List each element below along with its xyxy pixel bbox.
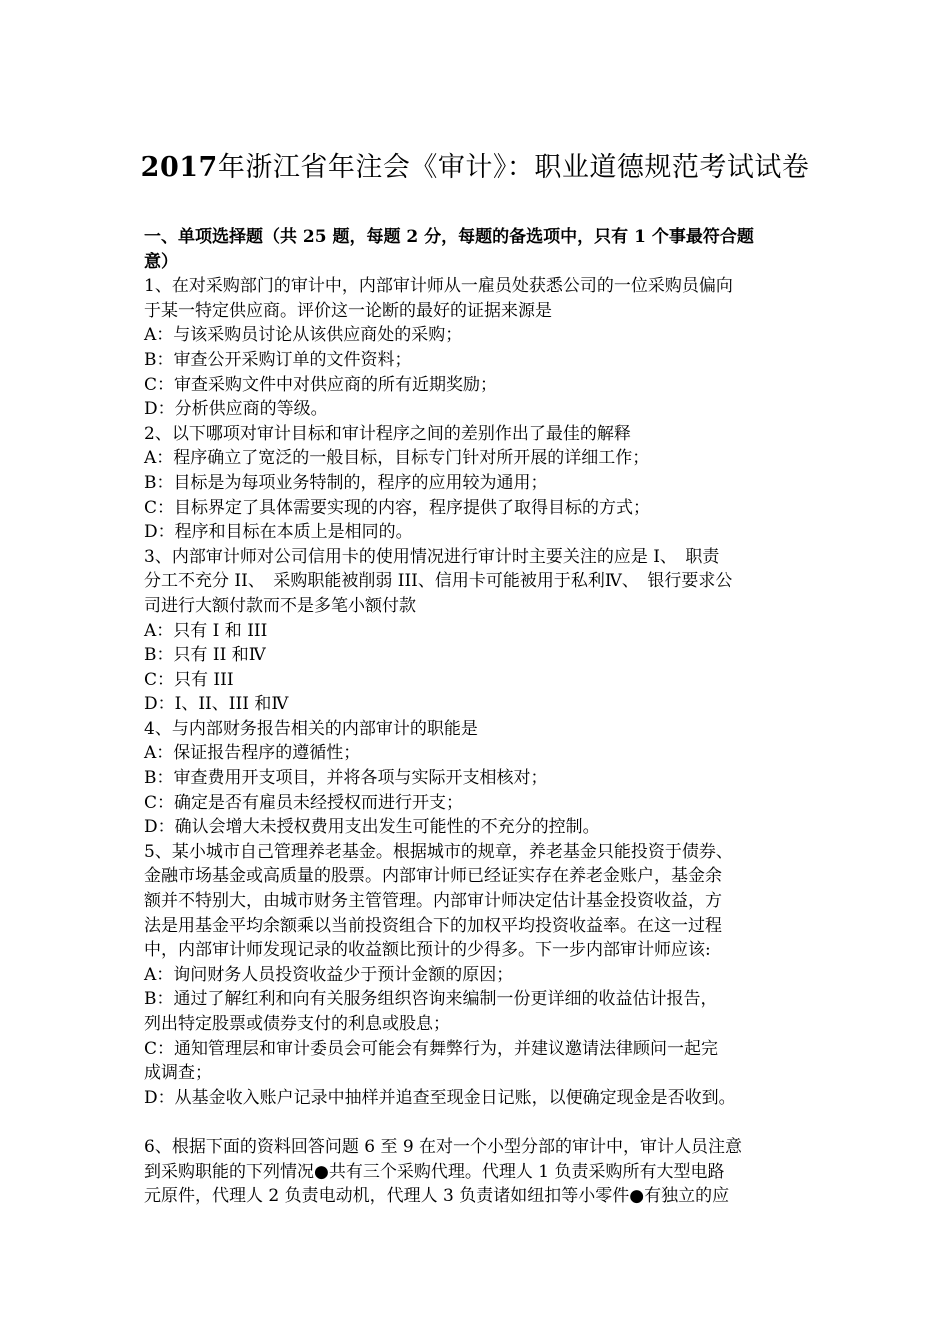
text-line: B：只有 II 和Ⅳ [144,645,266,666]
text-line: D：I、II、III 和Ⅳ [144,694,289,715]
text-line: 元原件，代理人 2 负责电动机，代理人 3 负责诸如纽扣等小零件●有独立的应 [144,1186,730,1207]
text-line: B：审查公开采购订单的文件资料； [144,349,412,370]
text-line: C：通知管理层和审计委员会可能会有舞弊行为，并建议邀请法律顾问一起完 [144,1038,719,1059]
text-line: B：通过了解红利和向有关服务组织咨询来编制一份更详细的收益估计报告， [144,989,718,1010]
text-line: 列出特定股票或债券支付的利息或股息； [144,1014,450,1034]
text-line: 4、与内部财务报告相关的内部审计的职能是 [144,718,478,739]
text-line: C：目标界定了具体需要实现的内容，程序提供了取得目标的方式； [144,497,651,518]
text-line: A：与该采购员讨论从该供应商处的采购； [144,325,463,346]
text-line: 金融市场基金或高质量的股票。内部审计师已经证实存在养老金账户，基金余 [144,866,722,887]
text-line: 额并不特别大，由城市财务主管管理。内部审计师决定估计基金投资收益，方 [144,891,722,912]
text-line: A：只有 I 和 III [144,620,268,641]
text-line: 到采购职能的下列情况●共有三个采购代理。代理人 1 负责采购所有大型电路 [144,1161,725,1182]
text-line: D：从基金收入账户记录中抽样并追查至现金日记账，以便确定现金是否收到。 [144,1087,736,1108]
text-line: 中，内部审计师发现记录的收益额比预计的少得多。下一步内部审计师应该: [144,940,711,961]
text-line: C：审查采购文件中对供应商的所有近期奖励； [144,374,498,395]
text-line: 意） [144,251,178,272]
text-line: 3、内部审计师对公司信用卡的使用情况进行审计时主要关注的应是 I、 职责 [144,546,720,567]
text-line: 于某一特定供应商。评价这一论断的最好的证据来源是 [144,300,552,321]
text-line: 2、以下哪项对审计目标和审计程序之间的差别作出了最佳的解释 [144,423,631,444]
text-line: 分工不充分 II、 采购职能被削弱 III、信用卡可能被用于私利Ⅳ、 银行要求公 [144,571,733,592]
text-line: D：分析供应商的等级。 [144,399,328,420]
text-line: 5、某小城市自己管理养老基金。根据城市的规章，养老基金只能投资于债券、 [144,841,733,862]
text-line: 6、根据下面的资料回答问题 6 至 9 在对一个小型分部的审计中，审计人员注意 [144,1136,743,1157]
text-line: C：确定是否有雇员未经授权而进行开支； [144,792,464,813]
text-line: A：程序确立了宽泛的一般目标，目标专门针对所开展的详细工作； [144,448,650,469]
text-line: 成调查； [144,1063,212,1084]
text-line: D：程序和目标在本质上是相同的。 [144,522,413,543]
text-line: A：保证报告程序的遵循性； [144,743,361,764]
text-line: B：目标是为每项业务特制的，程序的应用较为通用； [144,472,548,493]
text-line: B：审查费用开支项目，并将各项与实际开支相核对； [144,768,548,789]
text-line: C：只有 III [144,669,234,690]
title-year: 2017 [140,152,218,183]
document-body [144,225,816,1209]
blank-line [144,1110,816,1135]
text-line: 1、在对采购部门的审计中，内部审计师从一雇员处获悉公司的一位采购员偏向 [144,276,733,297]
text-line: 司进行大额付款而不是多笔小额付款 [144,595,416,616]
text-line: D：确认会增大未授权费用支出发生可能性的不充分的控制。 [144,817,600,838]
text-line: 一、单项选择题（共 25 题，每题 2 分，每题的备选项中，只有 1 个事最符合题 [144,227,754,247]
title-text: 年浙江省年注会《审计》：职业道德规范考试试卷 [217,152,810,183]
text-line: A：询问财务人员投资收益少于预计金额的原因； [144,964,514,985]
document-title [0,150,950,186]
text-line: 法是用基金平均余额乘以当前投资组合下的加权平均投资收益率。在这一过程 [144,915,722,936]
